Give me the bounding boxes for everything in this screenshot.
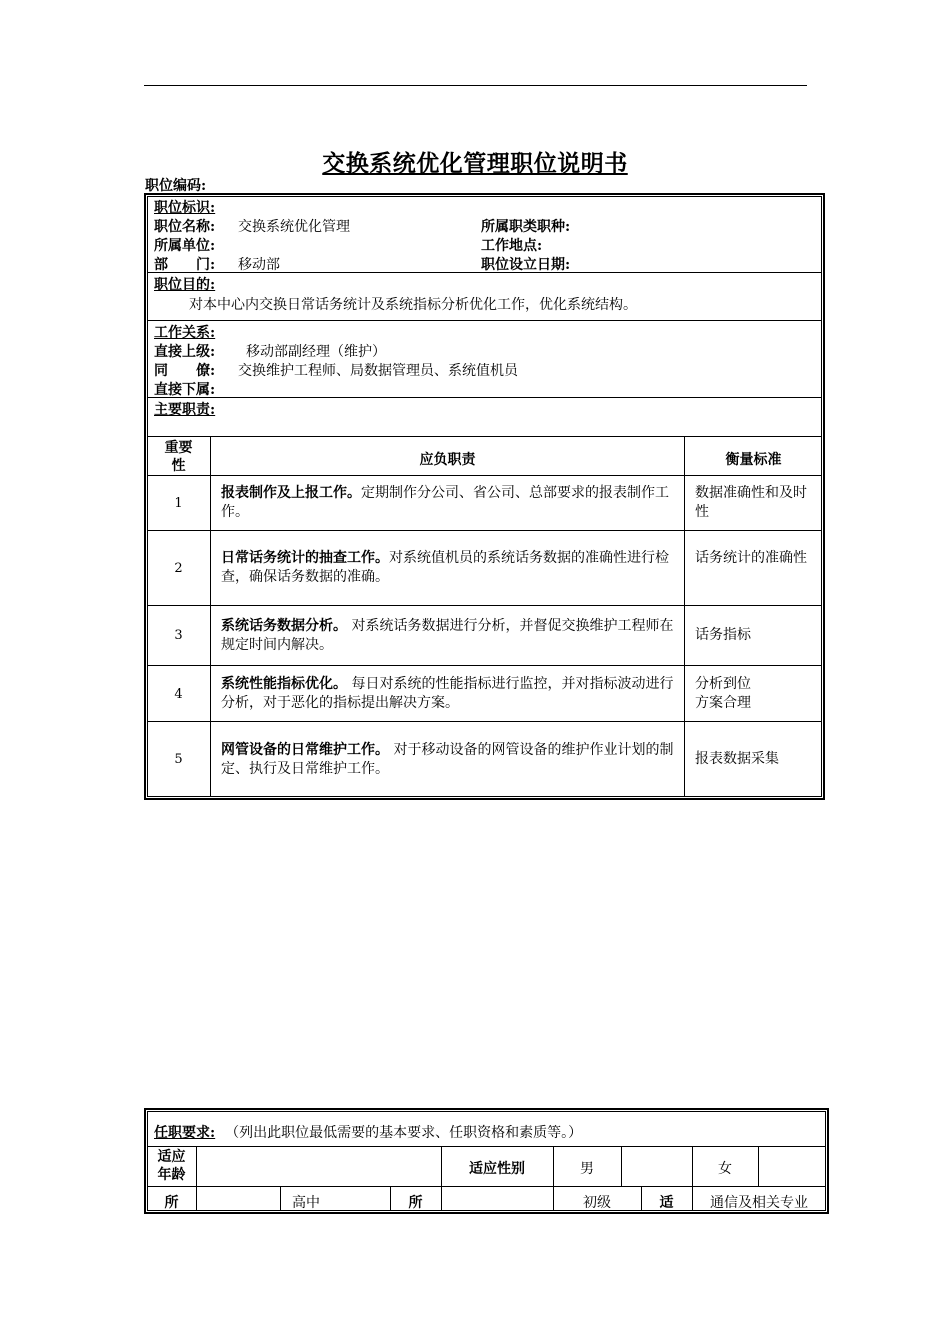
- duty-row-2-title: 日常话务统计的抽查工作。: [221, 550, 389, 566]
- page-title: 交换系统优化管理职位说明书: [322, 150, 628, 177]
- duty-row-4-text: [221, 675, 677, 713]
- duty-row-1-number: 1: [174, 496, 183, 511]
- duty-row-3-title: 系统话务数据分析。: [221, 618, 347, 634]
- requirements-label: 任职要求:: [154, 1125, 216, 1141]
- req-col-line-4: [621, 1146, 622, 1186]
- purpose-text: 对本中心内交换日常话务统计及系统指标分析优化工作，优化系统结构。: [189, 297, 637, 313]
- duties-row2-bottom: [147, 605, 822, 606]
- req-row3-cell-4: 初级: [583, 1195, 611, 1211]
- req-col-line-6: [758, 1146, 759, 1186]
- superior-value: 移动部副经理（维护）: [246, 344, 386, 360]
- duty-row-1-measure: 数据准确性和及时性: [695, 485, 807, 520]
- identity-section-label: 职位标识:: [154, 200, 216, 216]
- duty-row-5-text: [221, 741, 677, 779]
- header-importance-line2: 性: [171, 458, 186, 474]
- duty-row-3-measure: 话务指标: [695, 627, 751, 643]
- age-label-line1: 适应: [157, 1149, 186, 1165]
- duties-label: 主要职责:: [154, 402, 216, 418]
- category-label: 所属职类职种:: [481, 219, 571, 235]
- duty-row-4-title: 系统性能指标优化。: [221, 676, 347, 692]
- duty-row-4-desc: 每日对系统的性能指标进行监控，并对指标波动进行分析，对于恶化的指标提出解决方案。: [221, 676, 674, 711]
- header-measure: 衡量标准: [725, 452, 782, 468]
- requirements-divider-1: [147, 1146, 826, 1147]
- req-row3-cell-5: 适: [659, 1195, 674, 1211]
- duty-row-4-measure-line2: 方案合理: [695, 695, 751, 711]
- age-label-line2: 年龄: [157, 1167, 186, 1183]
- duty-row-1-desc: 定期制作分公司、省公司、总部要求的报表制作工作。: [221, 485, 669, 520]
- unit-label: 所属单位:: [154, 238, 216, 254]
- duty-row-2-number: 2: [174, 561, 183, 576]
- gender-label: 适应性别: [469, 1161, 525, 1177]
- duties-row3-bottom: [147, 665, 822, 666]
- duty-row-2-text: [221, 549, 677, 587]
- requirements-header: [154, 1122, 582, 1142]
- duties-header-bottom: [147, 475, 822, 476]
- duties-table-top: [147, 436, 822, 437]
- relations-label: 工作关系:: [154, 325, 216, 341]
- duty-row-4-measure-line1: 分析到位: [695, 676, 751, 692]
- peers-label: 同 僚:: [154, 363, 216, 379]
- req-row3-cell-6: 通信及相关专业: [710, 1195, 808, 1211]
- duty-row-2-desc: 对系统值机员的系统话务数据的准确性进行检查，确保话务数据的准确。: [221, 550, 669, 585]
- location-label: 工作地点:: [481, 238, 543, 254]
- position-code-label: 职位编码:: [145, 178, 207, 194]
- gender-male: 男: [580, 1161, 594, 1177]
- divider-duties: [147, 397, 822, 398]
- department-value: 移动部: [238, 257, 280, 273]
- header-duties: 应负职责: [419, 452, 476, 468]
- duty-row-4-number: 4: [174, 687, 183, 702]
- position-name-value: 交换系统优化管理: [238, 219, 350, 235]
- divider-purpose: [147, 272, 822, 273]
- header-importance-line1: 重要: [164, 440, 193, 456]
- duty-row-1-title: 报表制作及上报工作。: [221, 485, 361, 501]
- duty-row-5-measure: 报表数据采集: [695, 751, 779, 767]
- req-col-line-2: [441, 1146, 442, 1211]
- duty-row-2-measure: 话务统计的准确性: [695, 550, 807, 566]
- gender-female: 女: [718, 1161, 732, 1177]
- req-row3-cell-1: 所: [164, 1195, 179, 1211]
- duty-row-3-text: [221, 617, 677, 655]
- age-label: [147, 1148, 196, 1184]
- requirements-divider-2: [147, 1186, 826, 1187]
- duty-row-4-measure: [695, 675, 817, 713]
- established-date-label: 职位设立日期:: [481, 257, 571, 273]
- duty-row-3-number: 3: [174, 628, 183, 643]
- duty-row-5-number: 5: [174, 752, 183, 767]
- duty-row-5-title: 网管设备的日常维护工作。: [221, 742, 389, 758]
- peers-value: 交换维护工程师、局数据管理员、系统值机员: [238, 363, 518, 379]
- req-col-line-1: [196, 1146, 197, 1211]
- superior-label: 直接上级:: [154, 344, 216, 360]
- duty-row-3-desc: 对系统话务数据进行分析，并督促交换维护工程师在规定时间内解决。: [221, 618, 674, 653]
- req-row3-cell-2: 高中: [292, 1195, 320, 1211]
- duty-row-5-desc: 对于移动设备的网管设备的维护作业计划的制定、执行及日常维护工作。: [221, 742, 674, 777]
- requirements-note: （列出此职位最低需要的基本要求、任职资格和素质等。）: [225, 1125, 583, 1141]
- duty-row-1-text: [221, 484, 677, 522]
- duties-col-divider-1: [210, 436, 211, 797]
- duties-row4-bottom: [147, 721, 822, 722]
- duties-col-divider-2: [684, 436, 685, 797]
- department-label: 部 门:: [154, 257, 216, 273]
- subordinate-label: 直接下属:: [154, 382, 216, 398]
- duties-row1-bottom: [147, 530, 822, 531]
- divider-relations: [147, 320, 822, 321]
- header-rule: [144, 85, 807, 86]
- req-row3-cell-3: 所: [408, 1195, 423, 1211]
- header-importance: [147, 439, 210, 475]
- position-name-label: 职位名称:: [154, 219, 216, 235]
- purpose-label: 职位目的:: [154, 277, 216, 293]
